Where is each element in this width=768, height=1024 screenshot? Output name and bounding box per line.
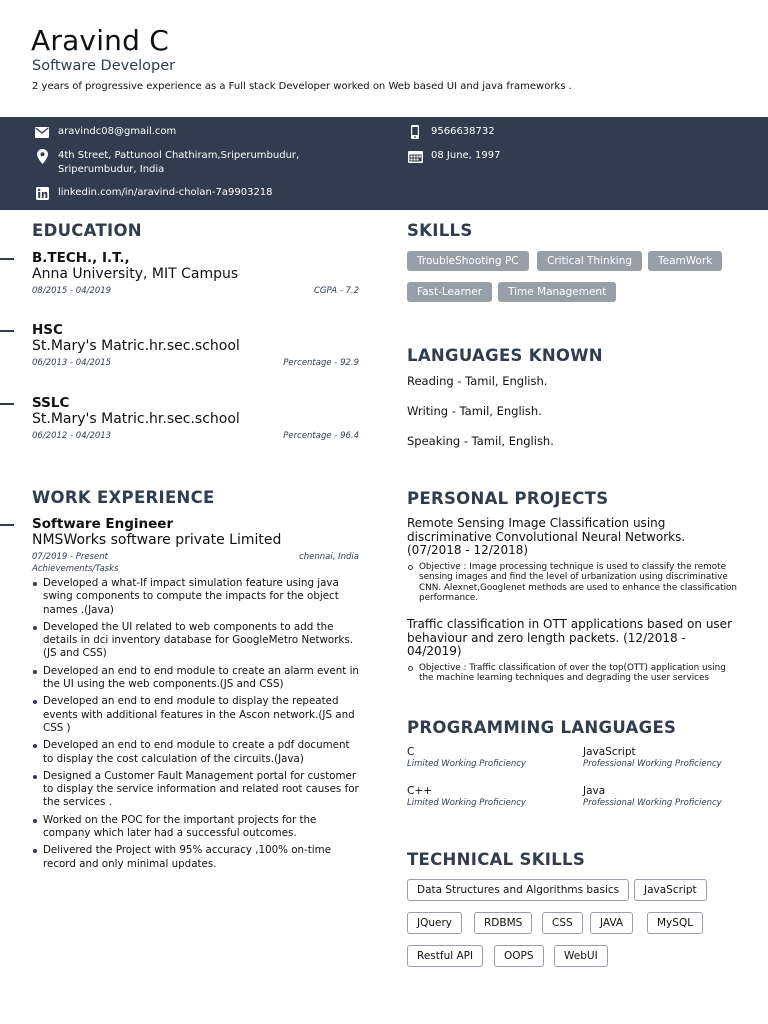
project-description: Objective : Image processing technique is used to classify the remote sensing images and find the level of urbanization using discriminative CNN. Alexnet,Googlenet methods are used to enhance the classification performance.	[407, 562, 737, 604]
education-score: Percentage - 92.9	[283, 358, 359, 368]
summary-text: 2 years of progressive experience as a Full stack Developer worked on Web based UI and java frameworks .	[32, 81, 572, 92]
tech-skill-tag: MySQL	[647, 912, 703, 934]
programming-heading: PROGRAMMING LANGUAGES	[407, 718, 677, 737]
timeline-marker	[0, 258, 14, 260]
education-degree: B.TECH., I.T.,	[32, 250, 130, 266]
address-line-1: 4th Street, Pattunool Chathiram,Sriperumbudur,	[58, 150, 300, 161]
task-item: Designed a Customer Fault Management portal for customer to display the service information and related root causes for the services .	[32, 770, 359, 810]
tech-skill-tag: JavaScript	[634, 879, 707, 901]
phone-icon	[407, 125, 423, 139]
tech-skill-tag: CSS	[542, 912, 583, 934]
programming-item	[407, 746, 526, 770]
languages-heading: LANGUAGES KNOWN	[407, 346, 603, 365]
work-item	[32, 516, 359, 875]
timeline-marker	[0, 403, 14, 405]
project-item	[407, 517, 737, 604]
language-name: Java	[583, 785, 606, 797]
contact-address	[34, 149, 299, 177]
task-item: Developed an end to end module to create a pdf document to display the cost calculation of the circuits.(Java)	[32, 739, 359, 766]
calendar-icon	[407, 149, 423, 163]
candidate-name: Aravind C	[31, 24, 169, 57]
email-text: aravindc08@gmail.com	[58, 126, 177, 137]
education-school: St.Mary's Matric.hr.sec.school	[32, 338, 240, 354]
address-line-2: Sriperumbudur, India	[58, 164, 165, 175]
proficiency-level: Professional Working Proficiency	[583, 759, 722, 769]
tech-skill-tag: JQuery	[407, 912, 462, 934]
task-item: Developed the UI related to web components to add the details in dci inventory database for GoogleMetro Networks.(JS and CSS)	[32, 621, 359, 661]
project-item	[407, 618, 737, 684]
linkedin-text: linkedin.com/in/aravind-cholan-7a9903218	[58, 187, 273, 198]
education-dates: 06/2012 - 04/2013	[32, 431, 112, 441]
candidate-role: Software Developer	[32, 58, 176, 74]
contact-phone[interactable]	[407, 125, 495, 139]
task-item: Developed a what-If impact simulation feature using java swing components to compute the impacts for the object names .(Java)	[32, 577, 359, 617]
project-title: Traffic classification in OTT applications based on user behaviour and zero length packets. (12/2018 - 04/2019)	[407, 617, 732, 658]
task-list	[32, 577, 359, 871]
dob-text: 08 June, 1997	[431, 150, 501, 161]
proficiency-level: Limited Working Proficiency	[407, 798, 526, 808]
tech-skill-tag: WebUI	[554, 945, 608, 967]
mail-icon	[34, 125, 50, 139]
language-name: C	[407, 746, 415, 758]
company-name: NMSWorks software private Limited	[32, 532, 282, 548]
tech-skill-tag: Restful API	[407, 945, 483, 967]
task-item: Delivered the Project with 95% accuracy ,100% on-time record and only minimal updates.	[32, 844, 359, 871]
education-dates: 06/2013 - 04/2015	[32, 358, 112, 368]
education-degree: HSC	[32, 322, 63, 338]
language-item: Reading - Tamil, English.	[407, 374, 548, 388]
contact-email[interactable]	[34, 125, 176, 139]
education-heading: EDUCATION	[32, 221, 142, 240]
education-school: Anna University, MIT Campus	[32, 266, 239, 282]
contact-dob	[407, 149, 501, 163]
proficiency-level: Professional Working Proficiency	[583, 798, 722, 808]
task-item: Worked on the POC for the important projects for the company which later had a successful outcomes.	[32, 814, 359, 841]
task-item: Developed an end to end module to display the repeated events with additional features in the Ascon network.(JS and CSS )	[32, 695, 359, 735]
programming-item	[583, 785, 722, 809]
language-item: Writing - Tamil, English.	[407, 404, 542, 418]
education-item	[32, 250, 359, 296]
phone-text: 9566638732	[431, 126, 495, 137]
contact-linkedin[interactable]	[34, 186, 273, 200]
education-score: CGPA - 7.2	[313, 286, 359, 296]
tech-skill-tag: JAVA	[590, 912, 633, 934]
skill-tag: TroubleShooting PC	[407, 251, 529, 271]
location-icon	[34, 149, 50, 163]
skill-tag: Fast-Learner	[407, 282, 492, 302]
contact-bar	[0, 117, 768, 210]
timeline-marker	[0, 524, 14, 526]
tech-skill-tag: OOPS	[494, 945, 544, 967]
technical-heading: TECHNICAL SKILLS	[407, 850, 586, 869]
education-school: St.Mary's Matric.hr.sec.school	[32, 411, 240, 427]
education-degree: SSLC	[32, 395, 70, 411]
education-item	[32, 322, 359, 368]
work-heading: WORK EXPERIENCE	[32, 488, 215, 507]
projects-heading: PERSONAL PROJECTS	[407, 489, 609, 508]
education-item	[32, 395, 359, 441]
proficiency-level: Limited Working Proficiency	[407, 759, 526, 769]
project-title: Remote Sensing Image Classification using discriminative Convolutional Neural Networks. (07/2018 - 12/2018)	[407, 516, 686, 557]
education-dates: 08/2015 - 04/2019	[32, 286, 112, 296]
skill-tag: Critical Thinking	[537, 251, 642, 271]
tech-skill-tag: RDBMS	[474, 912, 532, 934]
timeline-marker	[0, 330, 14, 332]
skill-tag: Time Management	[498, 282, 616, 302]
programming-item	[407, 785, 526, 809]
language-name: JavaScript	[583, 746, 636, 758]
tech-skill-tag: Data Structures and Algorithms basics	[407, 879, 629, 901]
education-score: Percentage - 96.4	[283, 431, 359, 441]
language-name: C++	[407, 785, 432, 797]
project-description: Objective : Traffic classification of over the top(OTT) application using the machine learning techniques and degrading the user services	[407, 663, 737, 684]
achievements-label: Achievements/Tasks	[32, 564, 119, 574]
linkedin-icon	[34, 186, 50, 200]
skill-tag: TeamWork	[648, 251, 722, 271]
task-item: Developed an end to end module to create an alarm event in the UI using the web components.(JS and CSS)	[32, 665, 359, 692]
job-title: Software Engineer	[32, 516, 174, 532]
work-location: chennai, India	[299, 552, 359, 562]
language-item: Speaking - Tamil, English.	[407, 434, 554, 448]
skills-heading: SKILLS	[407, 221, 473, 240]
work-dates: 07/2019 - Present	[32, 552, 109, 562]
programming-item	[583, 746, 722, 770]
